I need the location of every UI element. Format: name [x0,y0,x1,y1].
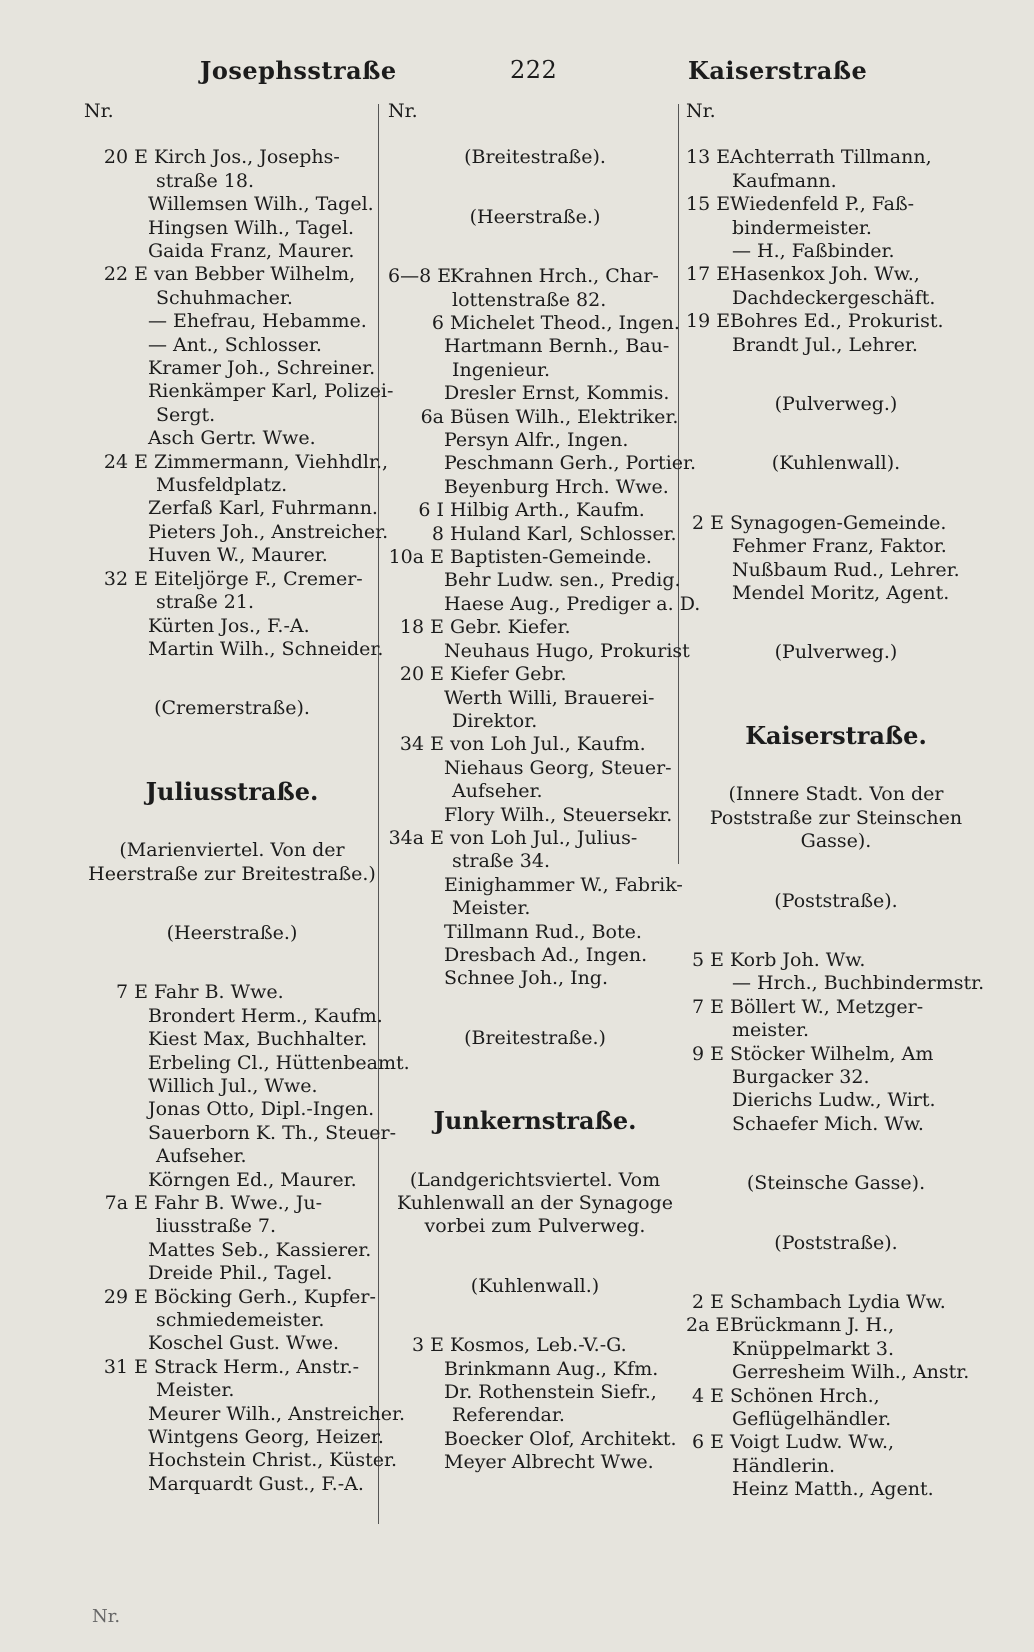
entry-continuation: Dachdeckergeschäft. [732,286,936,309]
column-2 [388,100,701,1475]
cross-street: (Pulverweg.) [774,393,898,416]
house-number: 10a E [388,546,444,569]
resident: Jonas Otto, Dipl.-Ingen. [148,1098,375,1121]
entry [84,1192,380,1215]
street-description: Heerstraße zur Breitestraße.) [88,862,376,885]
nr-label: Nr. [84,100,114,122]
resident: Hasenkox Joh. Ww., [730,263,920,286]
cross-street: (Kuhlenwall). [771,452,901,475]
entry [686,949,986,972]
entry-continuation: bindermeister. [732,216,872,239]
entry-continuation: Burgacker 32. [732,1065,870,1088]
resident: — Hrch., Buchbindermstr. [732,972,985,995]
entry [84,450,389,474]
resident: Dr. Rothenstein Siefr., [444,1381,657,1404]
entry-continuation: Ingenieur. [452,358,550,381]
resident: Büsen Wilh., Elektriker. [450,405,679,428]
resident: Meurer Wilh., Anstreicher. [148,1402,405,1425]
house-number: 3 E [412,1334,444,1357]
cross-street: (Breitestraße). [464,146,606,169]
resident: Schaefer Mich. Ww. [732,1112,924,1135]
resident: Kirch Jos., Josephs- [154,146,340,169]
house-number: 7a E [104,1192,148,1215]
entry [388,733,682,756]
entry-continuation: meister. [732,1019,810,1042]
entry [686,996,986,1019]
street-description: (Landgerichtsviertel. Vom [409,1168,661,1191]
house-number: 13 E [686,146,731,169]
resident: Bohres Ed., Prokurist. [730,310,944,333]
house-number: 34 E [399,733,444,756]
resident: Werth Willi, Brauerei- [444,686,655,709]
resident: Erbeling Cl., Hüttenbeamt. [148,1051,410,1074]
resident: Hingsen Wilh., Tagel. [148,216,355,239]
resident: Achterrath Tillmann, [730,146,932,169]
street-description: (Marienviertel. Von der [119,839,345,862]
resident: Behr Ludw. sen., Predig. [444,569,681,592]
entry-continuation: Aufseher. [156,1145,247,1168]
house-number: 2 E [692,511,724,534]
running-head-right: Kaiserstraße [688,56,868,85]
entry [388,312,682,335]
resident: Dresler Ernst, Kommis. [444,382,670,405]
entry [84,981,380,1004]
street-title: Kaiserstraße. [745,720,927,750]
house-number: 2a E [686,1314,730,1337]
resident: Brondert Herm., Kaufm. [148,1004,383,1027]
resident: Kramer Joh., Schreiner. [148,357,376,380]
column-3 [686,100,986,1502]
entry-continuation: Meister. [156,1379,235,1402]
house-number: 22 E [103,263,148,286]
resident: Pieters Joh., Anstreicher. [148,520,389,543]
entry-continuation: liusstraße 7. [156,1215,277,1238]
resident: Persyn Alfr., Ingen. [444,429,629,452]
entry [388,1334,682,1357]
house-number: 20 E [103,146,148,169]
entry [84,1356,380,1379]
resident: Dreide Phil., Tagel. [148,1262,333,1285]
house-number: 5 E [692,948,724,971]
column-1 [84,100,410,1496]
street-description: vorbei zum Pulverweg. [424,1215,646,1238]
resident: Kiest Max, Buchhalter. [148,1028,368,1051]
resident: Sauerborn K. Th., Steuer- [148,1121,397,1144]
resident: Fahr B. Wwe., Ju- [154,1192,323,1215]
resident: Voigt Ludw. Ww., [730,1431,895,1454]
cross-street: (Kuhlenwall.) [470,1274,600,1297]
resident: Gebr. Kiefer. [450,616,571,639]
entry-continuation: Direktor. [452,709,538,732]
resident: Brückmann J. H., [730,1314,895,1337]
resident: Haese Aug., Prediger a. D. [444,592,701,615]
resident: Brinkmann Aug., Kfm. [444,1357,659,1380]
entry-continuation: lottenstraße 82. [452,288,607,311]
entry-continuation: schmiedemeister. [156,1309,325,1332]
entry-continuation: Meister. [452,897,531,920]
street-description: Gasse). [800,830,872,853]
entry [686,1291,986,1314]
entry [686,1385,986,1408]
resident: Niehaus Georg, Steuer- [444,756,672,779]
cross-street: (Heerstraße.) [469,205,601,228]
resident: Dierichs Ludw., Wirt. [732,1089,936,1112]
resident: Eiteljörge F., Cremer- [154,567,363,590]
house-number: 7 E [692,995,724,1018]
resident: Wiedenfeld P., Faß- [730,193,915,216]
entry [686,1043,986,1066]
street-description: Poststraße zur Steinschen [709,806,963,829]
house-number: 7 E [116,981,148,1004]
entry [388,406,682,429]
house-number: 19 E [686,310,731,333]
resident: Willich Jul., Wwe. [148,1074,318,1097]
resident: Dresbach Ad., Ingen. [444,943,648,966]
resident: Schnee Joh., Ing. [444,967,609,990]
entry [686,193,986,216]
resident: — Ant., Schlosser. [148,333,322,356]
entry [388,663,682,686]
house-number: 6—8 E [388,265,452,288]
entry-continuation: Aufseher. [452,780,543,803]
entry [388,265,682,288]
entry-continuation: straße 18. [156,169,254,192]
entry [686,1314,986,1337]
resident: Stöcker Wilhelm, Am [730,1042,934,1065]
entry-continuation: Geflügelhändler. [732,1408,892,1431]
resident: Willemsen Wilh., Tagel. [148,193,374,216]
resident: Beyenburg Hrch. Wwe. [444,475,669,498]
resident: Flory Wilh., Steuersekr. [444,803,673,826]
resident: van Bebber Wilhelm, [154,263,356,286]
resident: — H., Faßbinder. [732,240,895,263]
cross-street: (Poststraße). [774,889,898,912]
resident: Nußbaum Rud., Lehrer. [732,558,960,581]
entry-continuation: Händlerin. [732,1454,836,1477]
entry [686,310,986,333]
house-number: 4 E [692,1384,724,1407]
entry [686,512,986,535]
resident: Kürten Jos., F.-A. [148,614,310,637]
resident: Brandt Jul., Lehrer. [732,333,918,356]
resident: Martin Wilh., Schneider. [148,637,384,660]
entry-continuation: Kaufmann. [732,169,837,192]
resident: Mattes Seb., Kassierer. [148,1238,372,1261]
resident: Krahnen Hrch., Char- [450,265,659,288]
entry-continuation: straße 34. [452,850,550,873]
house-number: 29 E [103,1285,148,1308]
resident: Hilbig Arth., Kaufm. [450,499,645,522]
entry-continuation: Knüppelmarkt 3. [732,1337,895,1360]
resident: Kiefer Gebr. [450,663,567,686]
resident: Huland Karl, Schlosser. [450,522,677,545]
resident: Neuhaus Hugo, Prokurist [444,639,690,662]
street-title: Juliusstraße. [145,776,319,806]
resident: Fehmer Franz, Faktor. [732,535,947,558]
resident: Michelet Theod., Ingen. [450,312,680,335]
resident: Mendel Moritz, Agent. [732,582,950,605]
entry-continuation: Referendar. [452,1404,565,1427]
resident: Boecker Olof, Architekt. [444,1427,677,1450]
house-number: 8 [431,522,444,545]
street-description: (Innere Stadt. Von der [728,783,944,806]
cross-street: (Breitestraße.) [464,1026,606,1049]
entry [84,146,380,169]
house-number: 18 E [399,616,444,639]
entry [84,568,380,591]
entry [686,1431,986,1454]
entry [388,827,682,850]
entry [686,263,986,286]
resident: Böcking Gerh., Kupfer- [154,1285,376,1308]
cross-street: (Cremerstraße). [154,697,310,720]
nr-label: Nr. [686,100,716,122]
resident: Korb Joh. Ww. [730,948,866,971]
house-number: 6 I [418,499,444,522]
resident: Meyer Albrecht Wwe. [444,1451,654,1474]
resident: Gerresheim Wilh., Anstr. [732,1361,970,1384]
resident: Kosmos, Leb.-V.-G. [450,1334,627,1357]
nr-label: Nr. [388,100,418,122]
cross-street: (Heerstraße.) [166,921,298,944]
street-description: Kuhlenwall an der Synagoge [396,1192,674,1215]
entry [388,546,682,569]
resident: Peschmann Gerh., Portier. [444,452,697,475]
house-number: 31 E [103,1355,148,1378]
resident: von Loh Jul., Kaufm. [450,733,646,756]
cross-street: (Poststraße). [774,1231,898,1254]
resident: von Loh Jul., Julius- [450,826,638,849]
running-head-left: Josephsstraße [200,56,397,85]
entry-continuation: straße 21. [156,591,254,614]
resident: Heinz Matth., Agent. [732,1478,934,1501]
resident: Strack Herm., Anstr.- [154,1355,360,1378]
house-number: 24 E [103,450,148,473]
resident: Tillmann Rud., Bote. [444,920,642,943]
resident: Zimmermann, Viehhdlr., [154,450,389,473]
entry-continuation: Musfeldplatz. [156,474,288,497]
entry [686,146,986,169]
house-number: 17 E [686,263,731,286]
resident: Böllert W., Metzger- [730,995,924,1018]
house-number: 34a E [388,826,444,849]
resident: — Ehefrau, Hebamme. [148,310,367,333]
page-number: 222 [510,56,558,84]
street-title: Junkernstraße. [433,1106,637,1136]
entry [84,1286,380,1309]
resident: Rienkämper Karl, Polizei- [148,380,394,403]
entry [388,616,682,639]
entry [84,263,380,286]
resident: Asch Gertr. Wwe. [148,427,316,450]
resident: Wintgens Georg, Heizer. [148,1426,384,1449]
house-number: 15 E [686,193,731,216]
resident: Baptisten-Gemeinde. [450,546,652,569]
resident: Marquardt Gust., F.-A. [148,1472,364,1495]
resident: Gaida Franz, Maurer. [148,240,355,263]
resident: Schönen Hrch., [730,1384,880,1407]
house-number: 32 E [103,567,148,590]
resident: Zerfaß Karl, Fuhrmann. [148,497,378,520]
house-number: 6 [431,312,444,335]
entry-continuation: Schuhmacher. [156,286,293,309]
resident: Fahr B. Wwe. [154,981,284,1004]
entry [388,523,682,546]
footer-mark: Nr. [92,1606,121,1627]
resident: Hochstein Christ., Küster. [148,1449,397,1472]
house-number: 6 E [692,1431,724,1454]
cross-street: (Steinsche Gasse). [746,1172,926,1195]
house-number: 9 E [692,1042,724,1065]
cross-street: (Pulverweg.) [774,641,898,664]
house-number: 20 E [399,663,444,686]
resident: Synagogen-Gemeinde. [730,511,947,534]
resident: Schambach Lydia Ww. [730,1290,946,1313]
resident: Körngen Ed., Maurer. [148,1168,357,1191]
resident: Koschel Gust. Wwe. [148,1332,340,1355]
entry [388,499,682,522]
resident: Huven W., Maurer. [148,544,328,567]
resident: Einighammer W., Fabrik- [444,873,683,896]
house-number: 6a [420,405,444,428]
entry-continuation: Sergt. [156,403,216,426]
house-number: 2 E [692,1290,724,1313]
resident: Hartmann Bernh., Bau- [444,335,670,358]
